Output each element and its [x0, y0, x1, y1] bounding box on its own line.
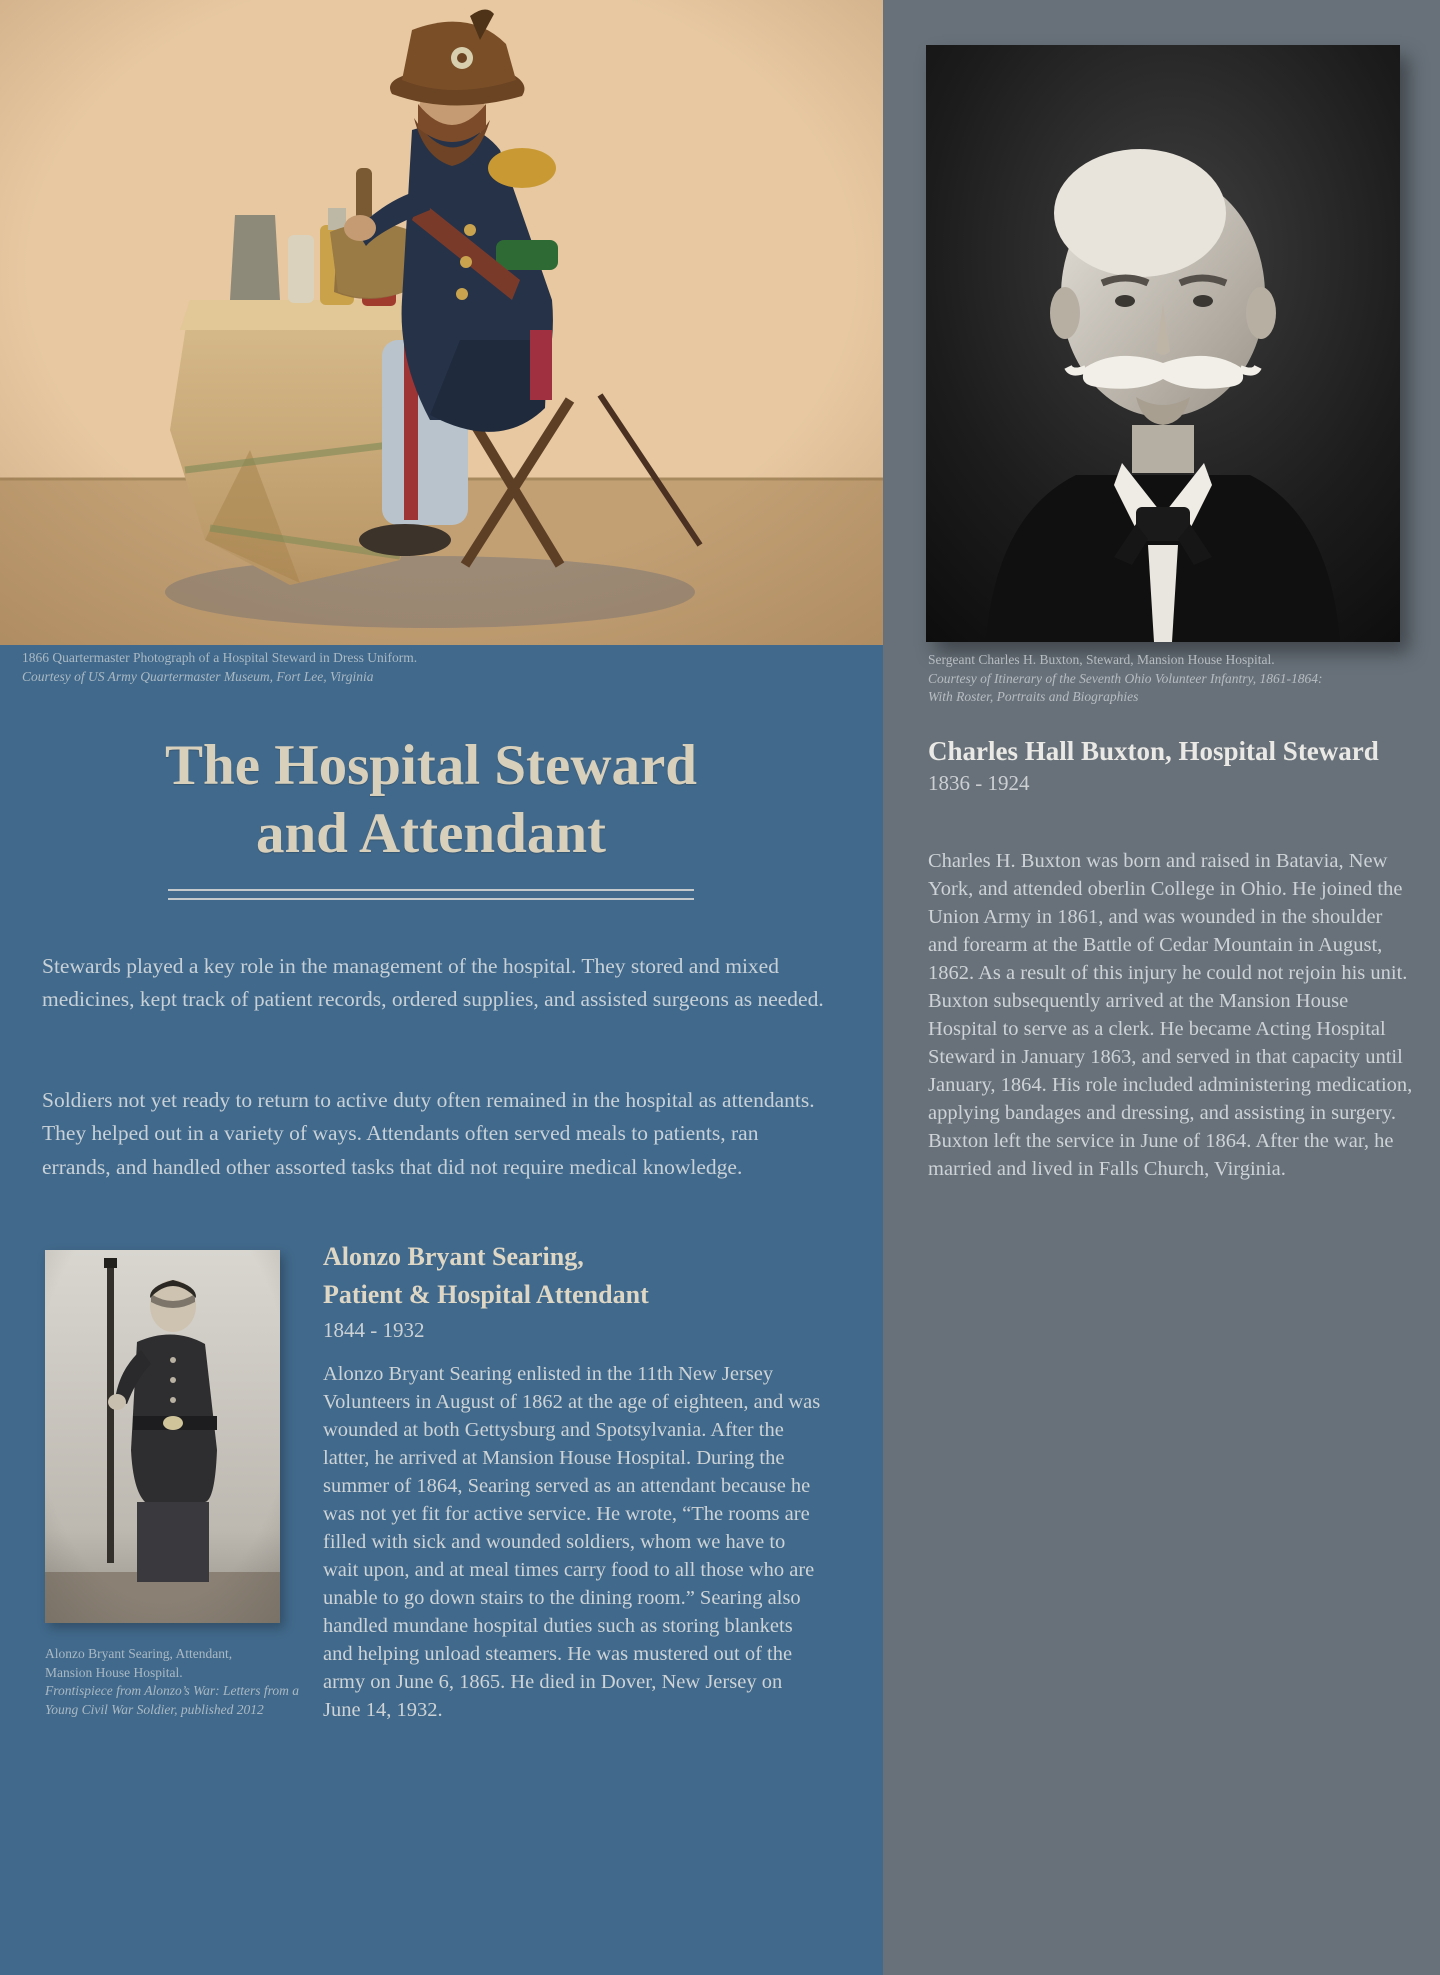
searing-heading-line2: Patient & Hospital Attendant: [323, 1280, 649, 1309]
searing-heading: [323, 1238, 821, 1314]
hero-photo-caption: [22, 649, 417, 686]
buxton-bio: Charles H. Buxton was born and raised in Batavia, New York, and attended oberlin College in Ohio. He joined the Union Army in 1861, and was wounded in the shoulder and forearm at the Battle of Cedar Mountain in August, 1862. As a result of this injury he could not rejoin his unit. Buxton subsequently arrived at the Mansion House Hospital to serve as a clerk. He became Acting Hospital Steward in January 1863, and served in that capacity until January, 1864. His role included administering medication, applying bandages and dressing, and assisting in surgery. Buxton left the service in June of 1864. After the war, he married and lived in Falls Church, Virginia.: [928, 849, 1413, 1180]
hospital-steward-photo: [0, 0, 883, 645]
page-title: [42, 732, 820, 868]
buxton-caption-line1: Sergeant Charles H. Buxton, Steward, Mansion House Hospital.: [928, 652, 1275, 667]
searing-heading-line1: Alonzo Bryant Searing,: [323, 1242, 584, 1271]
intro-paragraph-1: Stewards played a key role in the management of the hospital. They stored and mixed medicines, kept track of patient records, ordered supplies, and assisted surgeons as needed.: [42, 953, 824, 1011]
buxton-dates: 1836 - 1924: [928, 771, 1030, 795]
page-title-line2: and Attendant: [255, 802, 606, 865]
intro-paragraph-2: Soldiers not yet ready to return to active duty often remained in the hospital as attendants. They helped out in a variety of ways. Attendants often served meals to patients, ran errands, and handled other assorted tasks that did not require medical knowledge.: [42, 1087, 815, 1179]
right-panel: [883, 0, 1440, 1975]
searing-photo-caption: [45, 1645, 325, 1719]
page-title-line1: The Hospital Steward: [164, 734, 698, 797]
searing-dates: 1844 - 1932: [323, 1318, 425, 1342]
hero-caption-line1: 1866 Quartermaster Photograph of a Hospital Steward in Dress Uniform.: [22, 650, 418, 665]
searing-caption-line3: Frontispiece from Alonzo’s War: Letters from a: [45, 1683, 300, 1698]
searing-caption-line1: Alonzo Bryant Searing, Attendant,: [45, 1646, 233, 1661]
buxton-caption-line3: With Roster, Portraits and Biographies: [928, 689, 1139, 704]
buxton-photo: [926, 45, 1400, 642]
hero-caption-line2: Courtesy of US Army Quartermaster Museum, Fort Lee, Virginia: [22, 668, 374, 684]
buxton-photo-caption: [928, 651, 1398, 707]
searing-caption-line4: Young Civil War Soldier, published 2012: [45, 1701, 264, 1717]
searing-bio: Alonzo Bryant Searing enlisted in the 11th New Jersey Volunteers in August of 1862 at the age of eighteen, and was wounded at both Gettysburg and Spotsylvania. After the latter, he arrived at Mansion House Hospital. During the summer of 1864, Searing served as an attendant because he was not yet fit for active service. He wrote, “The rooms are filled with sick and wounded soldiers, whom we have to wait upon, and at meal times carry food to all those who are unable to go down stairs to the dining room.” Searing also handled mundane hospital duties such as storing blankets and helping unload steamers. He was mustered out of the army on June 6, 1865. He died in Dover, New Jersey on June 14, 1932.: [323, 1363, 821, 1721]
buxton-caption-line2: Courtesy of Itinerary of the Seventh Ohio Volunteer Infantry, 1861-1864:: [928, 670, 1323, 686]
title-divider-rule: [168, 889, 694, 900]
searing-caption-line2: Mansion House Hospital.: [45, 1664, 183, 1680]
searing-photo: [45, 1250, 280, 1623]
searing-section: [323, 1238, 821, 1745]
buxton-heading: Charles Hall Buxton, Hospital Steward: [928, 736, 1379, 766]
